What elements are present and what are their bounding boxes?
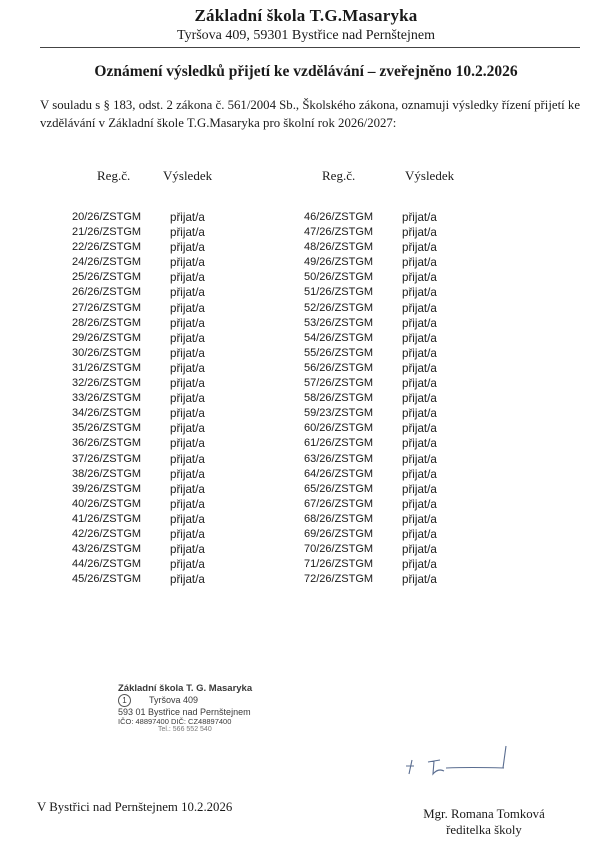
table-row	[72, 482, 205, 497]
registration-number: 46/26/ZSTGM	[304, 211, 374, 223]
registration-number: 41/26/ZSTGM	[72, 512, 142, 525]
table-row	[72, 285, 205, 300]
table-row	[304, 467, 437, 482]
result-value: přijat/a	[402, 241, 437, 255]
result-value: přijat/a	[170, 226, 205, 240]
registration-number: 22/26/ZSTGM	[72, 241, 142, 254]
table-row	[72, 527, 205, 542]
result-value: přijat/a	[402, 422, 437, 436]
table-row	[304, 482, 437, 497]
result-value: přijat/a	[402, 497, 437, 511]
table-row	[72, 210, 205, 225]
result-value: přijat/a	[402, 558, 437, 572]
registration-number: 63/26/ZSTGM	[304, 452, 374, 465]
table-row	[304, 557, 437, 572]
result-value: přijat/a	[402, 316, 437, 330]
registration-number: 32/26/ZSTGM	[72, 377, 142, 390]
registration-number: 43/26/ZSTGM	[72, 543, 142, 556]
right-header-reg: Reg.č.	[322, 168, 356, 183]
result-value: přijat/a	[402, 331, 437, 345]
handwritten-signature	[400, 740, 520, 780]
registration-number: 42/26/ZSTGM	[72, 527, 142, 540]
place-and-date: V Bystřici nad Pernštejnem 10.2.2026	[37, 800, 233, 814]
registration-number: 39/26/ZSTGM	[72, 482, 142, 495]
table-row	[72, 467, 205, 482]
header-divider	[40, 47, 580, 48]
result-value: přijat/a	[170, 271, 205, 285]
registration-number: 67/26/ZSTGM	[304, 497, 374, 510]
registration-number: 35/26/ZSTGM	[72, 422, 142, 435]
table-row	[304, 270, 437, 285]
signer-block	[414, 806, 554, 838]
signer-role: ředitelka školy	[446, 823, 522, 837]
result-value: přijat/a	[402, 482, 437, 496]
result-value: přijat/a	[170, 377, 205, 391]
result-value: přijat/a	[170, 316, 205, 330]
school-address: Tyršova 409, 59301 Bystřice nad Pernštejnem	[177, 28, 435, 43]
result-value: přijat/a	[170, 452, 205, 466]
table-row	[72, 436, 205, 451]
registration-number: 57/26/ZSTGM	[304, 377, 374, 390]
registration-number: 36/26/ZSTGM	[72, 437, 142, 450]
result-value: přijat/a	[170, 286, 205, 300]
result-value: přijat/a	[170, 573, 205, 587]
registration-number: 68/26/ZSTGM	[304, 512, 374, 525]
table-row	[304, 210, 437, 225]
table-row	[72, 452, 205, 467]
result-value: přijat/a	[170, 512, 205, 526]
result-value: přijat/a	[402, 512, 437, 526]
registration-number: 70/26/ZSTGM	[304, 543, 374, 556]
table-row	[304, 240, 437, 255]
registration-number: 25/26/ZSTGM	[72, 271, 142, 284]
result-value: přijat/a	[402, 256, 437, 270]
result-value: přijat/a	[402, 392, 437, 406]
table-row	[304, 225, 437, 240]
stamp-name: Základní škola T. G. Masaryka	[118, 683, 253, 694]
table-row	[72, 346, 205, 361]
table-row	[304, 406, 437, 421]
table-row	[304, 316, 437, 331]
registration-number: 53/26/ZSTGM	[304, 316, 374, 329]
stamp-tel: Tel.: 566 552 540	[158, 726, 212, 733]
registration-number: 56/26/ZSTGM	[304, 361, 374, 374]
stamp-city: 593 01 Bystřice nad Pernštejnem	[118, 707, 251, 717]
result-value: přijat/a	[170, 527, 205, 541]
result-value: přijat/a	[402, 543, 437, 557]
registration-number: 33/26/ZSTGM	[72, 392, 142, 405]
result-value: přijat/a	[170, 211, 205, 224]
registration-number: 27/26/ZSTGM	[72, 301, 142, 314]
table-row	[304, 436, 437, 451]
result-value: přijat/a	[402, 527, 437, 541]
result-value: přijat/a	[170, 331, 205, 345]
registration-number: 72/26/ZSTGM	[304, 573, 374, 586]
result-value: přijat/a	[402, 301, 437, 315]
registration-number: 37/26/ZSTGM	[72, 452, 142, 465]
stamp-number: 1	[118, 694, 131, 707]
registration-number: 55/26/ZSTGM	[304, 346, 374, 359]
registration-number: 28/26/ZSTGM	[72, 316, 142, 329]
right-header-result: Výsledek	[405, 168, 455, 183]
table-row	[304, 497, 437, 512]
result-value: přijat/a	[170, 497, 205, 511]
right-results-list	[304, 210, 437, 587]
table-row	[72, 316, 205, 331]
school-stamp	[118, 683, 268, 733]
table-row	[72, 331, 205, 346]
registration-number: 20/26/ZSTGM	[72, 211, 142, 223]
result-value: přijat/a	[402, 573, 437, 587]
result-value: přijat/a	[170, 407, 205, 421]
result-value: přijat/a	[402, 211, 437, 224]
result-value: přijat/a	[402, 407, 437, 421]
result-value: přijat/a	[170, 256, 205, 270]
registration-number: 31/26/ZSTGM	[72, 361, 142, 374]
result-value: přijat/a	[402, 452, 437, 466]
table-row	[304, 255, 437, 270]
result-value: přijat/a	[170, 392, 205, 406]
registration-number: 59/23/ZSTGM	[304, 407, 374, 420]
result-value: přijat/a	[402, 271, 437, 285]
registration-number: 44/26/ZSTGM	[72, 558, 142, 571]
table-row	[72, 270, 205, 285]
stamp-ids: IČO: 48897400 DIČ: CZ48897400	[118, 717, 232, 726]
registration-number: 26/26/ZSTGM	[72, 286, 142, 299]
registration-number: 64/26/ZSTGM	[304, 467, 374, 480]
registration-number: 61/26/ZSTGM	[304, 437, 374, 450]
table-row	[304, 572, 437, 587]
result-value: přijat/a	[402, 226, 437, 240]
table-row	[72, 542, 205, 557]
registration-number: 45/26/ZSTGM	[72, 573, 142, 586]
table-row	[72, 512, 205, 527]
table-row	[304, 301, 437, 316]
table-row	[72, 557, 205, 572]
registration-number: 52/26/ZSTGM	[304, 301, 374, 314]
registration-number: 40/26/ZSTGM	[72, 497, 142, 510]
result-value: přijat/a	[170, 422, 205, 436]
table-row	[72, 406, 205, 421]
result-value: přijat/a	[170, 467, 205, 481]
table-row	[72, 497, 205, 512]
registration-number: 58/26/ZSTGM	[304, 392, 374, 405]
document-title: Oznámení výsledků přijetí ke vzdělávání – zveřejněno 10.2.2026	[94, 63, 518, 80]
registration-number: 34/26/ZSTGM	[72, 407, 142, 420]
table-row	[72, 376, 205, 391]
table-row	[72, 361, 205, 376]
registration-number: 51/26/ZSTGM	[304, 286, 374, 299]
registration-number: 50/26/ZSTGM	[304, 271, 374, 284]
table-row	[304, 361, 437, 376]
result-value: přijat/a	[402, 286, 437, 300]
signer-name: Mgr. Romana Tomková	[423, 807, 545, 821]
table-row	[72, 301, 205, 316]
registration-number: 30/26/ZSTGM	[72, 346, 142, 359]
result-value: přijat/a	[170, 241, 205, 255]
registration-number: 21/26/ZSTGM	[72, 226, 142, 239]
table-row	[304, 452, 437, 467]
table-row	[304, 346, 437, 361]
registration-number: 47/26/ZSTGM	[304, 226, 374, 239]
left-header-reg: Reg.č.	[97, 168, 131, 183]
result-value: přijat/a	[402, 377, 437, 391]
table-row	[304, 421, 437, 436]
table-row	[304, 542, 437, 557]
registration-number: 29/26/ZSTGM	[72, 331, 142, 344]
school-name: Základní škola T.G.Masaryka	[194, 6, 418, 25]
result-value: přijat/a	[170, 346, 205, 360]
left-results-list	[72, 210, 205, 587]
intro-paragraph: V souladu s § 183, odst. 2 zákona č. 561/2004 Sb., Školského zákona, oznamuji výsledky řízení přijetí ke vzdělávání v Základní škole T.G.Masaryka pro školní rok 2026/2027:	[40, 98, 580, 130]
table-row	[72, 255, 205, 270]
table-row	[304, 512, 437, 527]
result-value: přijat/a	[170, 361, 205, 375]
registration-number: 69/26/ZSTGM	[304, 527, 374, 540]
table-row	[72, 240, 205, 255]
registration-number: 49/26/ZSTGM	[304, 256, 374, 269]
registration-number: 24/26/ZSTGM	[72, 256, 142, 269]
result-value: přijat/a	[170, 482, 205, 496]
table-row	[72, 572, 205, 587]
registration-number: 38/26/ZSTGM	[72, 467, 142, 480]
result-value: přijat/a	[402, 467, 437, 481]
table-row	[304, 285, 437, 300]
result-value: přijat/a	[170, 301, 205, 315]
registration-number: 54/26/ZSTGM	[304, 331, 374, 344]
table-row	[304, 331, 437, 346]
result-value: přijat/a	[170, 558, 205, 572]
table-row	[304, 391, 437, 406]
result-value: přijat/a	[170, 437, 205, 451]
table-row	[72, 421, 205, 436]
result-value: přijat/a	[170, 543, 205, 557]
registration-number: 48/26/ZSTGM	[304, 241, 374, 254]
table-row	[72, 391, 205, 406]
table-row	[72, 225, 205, 240]
registration-number: 60/26/ZSTGM	[304, 422, 374, 435]
registration-number: 71/26/ZSTGM	[304, 558, 374, 571]
registration-number: 65/26/ZSTGM	[304, 482, 374, 495]
left-header-result: Výsledek	[163, 168, 213, 183]
result-value: přijat/a	[402, 361, 437, 375]
table-row	[304, 376, 437, 391]
result-value: přijat/a	[402, 346, 437, 360]
result-value: přijat/a	[402, 437, 437, 451]
stamp-street: Tyršova 409	[149, 695, 199, 705]
table-row	[304, 527, 437, 542]
